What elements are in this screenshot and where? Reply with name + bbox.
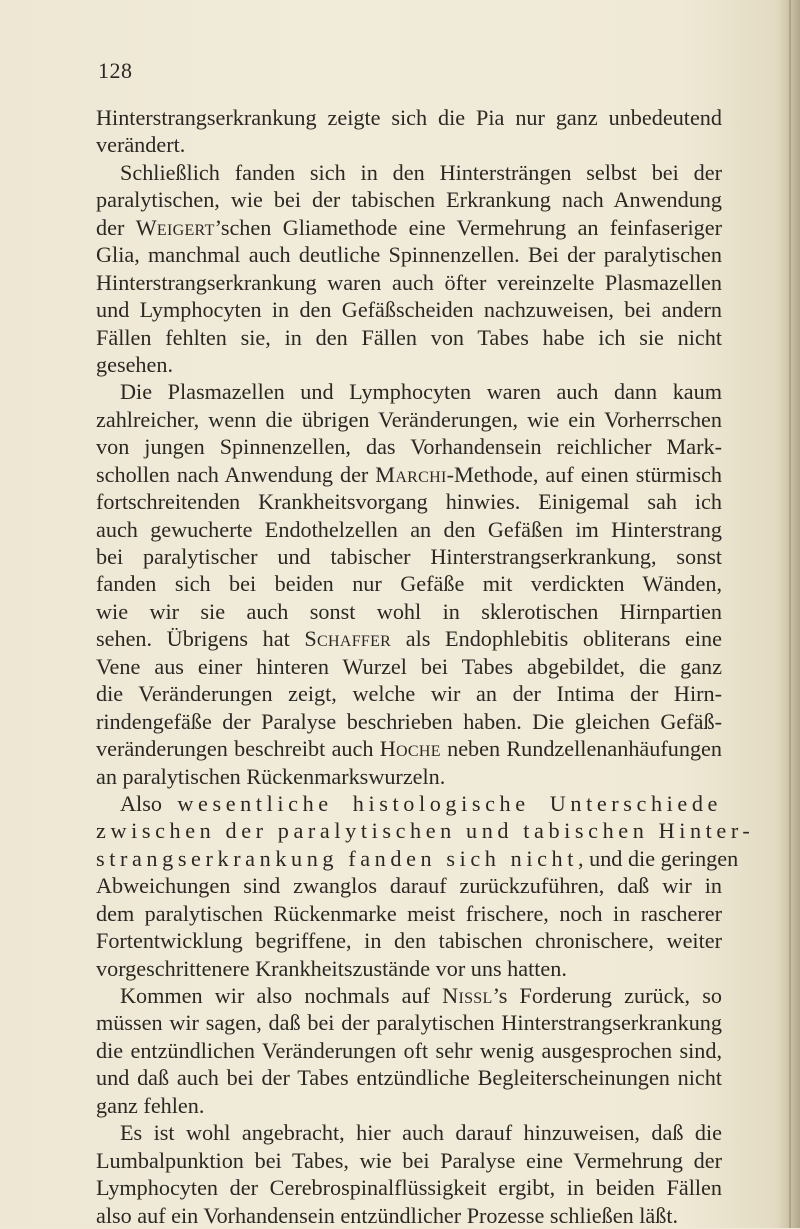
text-segment: bei paralytischer und tabischer Hinterstrangserkrankung, sonst <box>96 544 722 569</box>
text-segment: Hinterstrangserkrankung waren auch öfter vereinzelte Plasmazellen <box>96 269 722 295</box>
text-line <box>96 1092 722 1119</box>
text-segment: der <box>96 214 136 240</box>
text-line <box>96 735 722 762</box>
author-name: Nissl <box>442 983 493 1008</box>
text-segment: paralytischen, wie bei der tabischen Erkrankung nach Anwendung <box>96 187 722 213</box>
text-segment: Fortentwicklung begriffene, in den tabischen chronischere, weiter <box>96 928 722 954</box>
text-segment: Lumbalpunktion bei Tabes, wie bei Paralyse eine Vermehrung der <box>96 1147 722 1173</box>
text-segment: ganz fehlen. <box>96 1092 205 1118</box>
text-segment: an paralytischen Rückenmarkswurzeln. <box>96 763 446 789</box>
text-segment: Hinterstrangserkrankung zeigte sich die Pia nur ganz unbedeutend <box>96 105 722 130</box>
text-line <box>96 900 722 927</box>
text-line <box>96 817 755 844</box>
text-line <box>96 845 739 872</box>
text-line <box>96 543 722 570</box>
spaced-emphasis: wesentliche histologische Unterschiede <box>177 790 722 816</box>
text-line <box>96 927 722 954</box>
text-line <box>96 598 722 625</box>
text-segment: von jungen Spinnenzellen, das Vorhandensein reichlicher Mark- <box>96 434 722 460</box>
text-line <box>96 159 722 186</box>
text-segment: neben Rundzellenanhäufungen <box>440 736 722 762</box>
text-line <box>96 104 722 131</box>
text-segment: Die Plasmazellen und Lymphocyten waren auch dann kaum <box>120 379 722 405</box>
text-line <box>96 570 722 597</box>
text-line <box>96 214 722 241</box>
text-segment: auch gewucherte Endothelzellen an den Gefäßen im Hinterstrang <box>96 516 722 542</box>
page-number: 128 <box>98 58 133 83</box>
text-line <box>96 872 722 899</box>
text-line <box>96 653 722 680</box>
text-segment: die entzündlichen Veränderungen oft sehr wenig ausgesprochen sind, <box>96 1037 722 1063</box>
text-segment: schollen nach Anwendung der <box>96 461 376 487</box>
text-line <box>96 680 722 707</box>
text-segment: , und die geringen <box>578 845 739 871</box>
text-line <box>96 433 722 460</box>
spaced-emphasis: strangserkrankung fanden sich nicht <box>96 845 579 871</box>
text-segment: veränderungen beschreibt auch <box>96 736 380 762</box>
text-line <box>96 186 722 213</box>
text-line <box>96 516 722 543</box>
text-segment: sehen. Übrigens hat <box>96 626 305 652</box>
author-name: Hoche <box>379 736 441 762</box>
text-line <box>96 1037 722 1064</box>
spaced-emphasis: zwischen der paralytischen und tabischen Hinter- <box>96 818 755 844</box>
text-line <box>96 955 722 982</box>
text-segment: Fällen fehlten sie, in den Fällen von Tabes habe ich sie nicht <box>96 324 722 350</box>
text-segment: Lymphocyten der Cerebrospinalflüssigkeit ergibt, in beiden Fällen <box>96 1175 722 1201</box>
text-segment: ’s Forderung zurück, so <box>492 983 722 1008</box>
text-line <box>96 378 722 405</box>
text-segment: zahlreicher, wenn die übrigen Veränderungen, wie ein Vorherrschen <box>96 406 722 432</box>
text-line <box>96 1202 722 1229</box>
text-segment: und daß auch bei der Tabes entzündliche Begleiterscheinungen nicht <box>96 1065 722 1091</box>
text-segment: fortschreitenden Krankheitsvorgang hinwies. Einigemal sah ich <box>96 489 722 515</box>
text-segment: Glia, manchmal auch deutliche Spinnenzellen. Bei der paralytischen <box>96 242 722 268</box>
text-segment: müssen wir sagen, daß bei der paralytischen Hinterstrangserkrankung <box>96 1010 722 1036</box>
text-line <box>96 625 722 652</box>
text-line <box>96 763 722 790</box>
text-segment: Schließlich fanden sich in den Hintersträngen selbst bei der <box>120 159 722 185</box>
author-name: Schaffer <box>304 626 392 652</box>
author-name: Weigert <box>135 214 215 240</box>
text-line <box>96 1174 722 1201</box>
text-segment: dem paralytischen Rückenmarke meist frischere, noch in rascherer <box>96 900 722 926</box>
text-line <box>96 488 722 515</box>
text-line <box>96 461 722 488</box>
text-segment: vorgeschrittenere Krankheitszustände vor uns hatten. <box>96 955 567 981</box>
text-line <box>96 241 722 268</box>
text-line <box>96 351 722 378</box>
text-segment: Abweichungen sind zwanglos darauf zurückzuführen, daß wir in <box>96 873 722 899</box>
text-line <box>96 708 722 735</box>
text-segment: -Methode, auf einen stürmisch <box>446 461 722 487</box>
text-segment: Kommen wir also nochmals auf <box>120 983 443 1008</box>
text-line <box>96 131 722 158</box>
text-line <box>96 790 722 817</box>
text-line <box>96 296 722 323</box>
text-segment: rindengefäße der Paralyse beschrieben haben. Die gleichen Gefäß- <box>96 708 722 734</box>
body-text <box>96 104 755 1229</box>
text-segment: ’schen Gliamethode eine Vermehrung an feinfaseriger <box>214 214 722 240</box>
text-segment: gesehen. <box>96 351 174 377</box>
text-segment: Es ist wohl angebracht, hier auch darauf hinzuweisen, daß die <box>120 1120 722 1146</box>
text-line <box>96 269 722 296</box>
text-segment: verändert. <box>96 132 186 158</box>
text-line <box>96 1009 722 1036</box>
text-segment: also auf ein Vorhandensein entzündlicher Prozesse schließen läßt. <box>96 1202 679 1228</box>
text-line <box>96 1064 722 1091</box>
text-segment: und Lymphocyten in den Gefäßscheiden nachzuweisen, bei andern <box>96 297 722 323</box>
text-line <box>96 324 722 351</box>
text-segment: Also <box>120 790 178 816</box>
text-segment: die Veränderungen zeigt, welche wir an der Intima der Hirn- <box>96 681 722 707</box>
page-edge-line <box>789 0 791 1228</box>
text-segment: als Endophlebitis obliterans eine <box>391 626 722 652</box>
text-line <box>96 1147 722 1174</box>
author-name: Marchi <box>375 461 447 487</box>
text-line <box>96 1119 722 1146</box>
text-segment: Vene aus einer hinteren Wurzel bei Tabes abgebildet, die ganz <box>96 653 722 679</box>
text-line <box>96 982 722 1009</box>
text-line <box>96 406 722 433</box>
text-segment: wie wir sie auch sonst wohl in sklerotischen Hirnpartien <box>96 598 722 624</box>
text-segment: fanden sich bei beiden nur Gefäße mit verdickten Wänden, <box>96 571 722 597</box>
